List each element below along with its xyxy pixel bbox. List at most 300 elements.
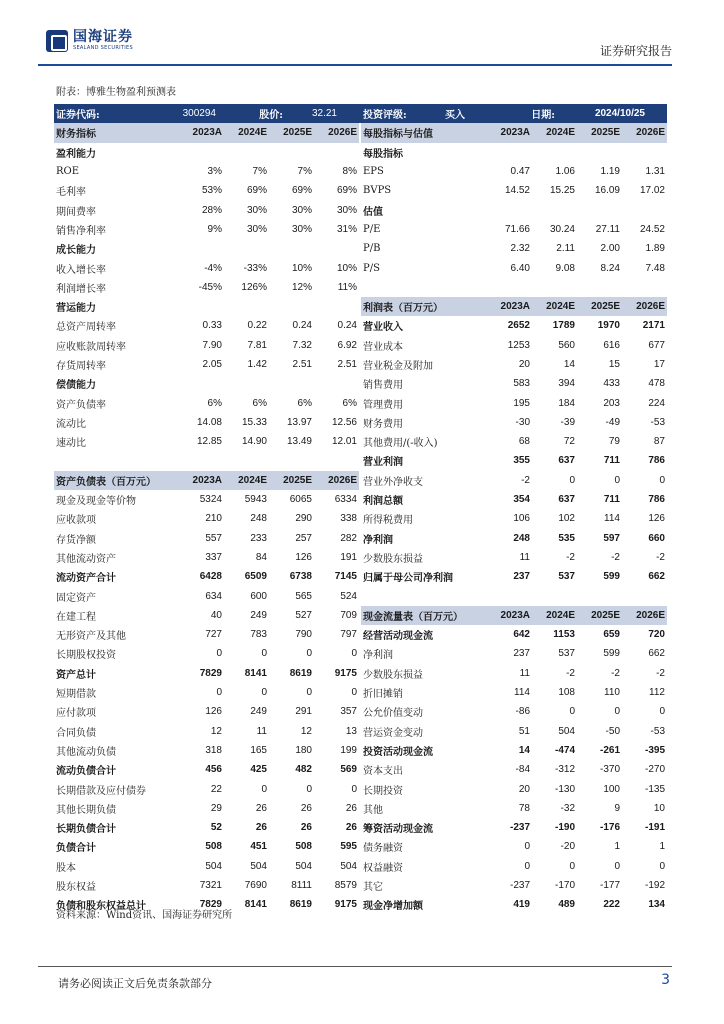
- row-value: -4%: [204, 262, 222, 274]
- row-value: 30%: [291, 204, 312, 216]
- row-value: 26: [300, 802, 312, 814]
- row-value: 2024E: [238, 474, 267, 486]
- row-value: -2: [521, 474, 530, 486]
- row-value: 5324: [199, 494, 222, 506]
- row-value: 257: [295, 532, 312, 544]
- row-value: 248: [250, 513, 267, 525]
- row-label: 投资活动现金流: [363, 746, 433, 758]
- price-label: 股价:: [259, 110, 283, 122]
- table-row: [54, 490, 667, 509]
- row-value: 8111: [291, 880, 312, 892]
- row-value: 30%: [336, 204, 357, 216]
- row-label: 债务融资: [363, 843, 403, 855]
- table-row-right: [361, 162, 667, 181]
- row-value: 337: [205, 551, 222, 563]
- row-value: 68: [518, 436, 530, 448]
- row-value: 290: [295, 513, 312, 525]
- row-value: 10: [653, 802, 665, 814]
- row-value: -176: [599, 822, 620, 834]
- row-label: 流动资产合计: [56, 573, 116, 585]
- row-value: 660: [648, 532, 665, 544]
- table-row: [54, 722, 667, 741]
- table-row-right: [361, 895, 667, 914]
- row-label: 现金流量表（百万元）: [363, 611, 463, 623]
- row-label: 筹资活动现金流: [363, 824, 433, 836]
- table-row-left: [54, 451, 360, 470]
- table-row-right: [361, 239, 667, 258]
- row-value: 478: [648, 378, 665, 390]
- row-value: 1970: [597, 320, 620, 332]
- table-row-right: [361, 760, 667, 779]
- row-label: 营运能力: [56, 303, 96, 315]
- row-label: 财务指标: [56, 129, 96, 141]
- row-value: 24.52: [639, 223, 665, 235]
- row-value: 78: [518, 802, 530, 814]
- table-row-left: [54, 297, 360, 316]
- row-value: 535: [558, 532, 575, 544]
- row-value: 637: [558, 494, 575, 506]
- row-value: 114: [604, 513, 620, 525]
- row-value: -135: [644, 783, 665, 795]
- row-value: 26: [300, 822, 312, 834]
- row-value: 790: [295, 629, 312, 641]
- table-row-left: [54, 857, 360, 876]
- row-label: 每股指标与估值: [363, 129, 433, 141]
- row-label: 净利润: [363, 650, 393, 662]
- row-value: -2: [656, 551, 665, 563]
- row-label: ROE: [56, 166, 80, 178]
- row-value: 0: [216, 648, 222, 660]
- row-value: 12: [300, 725, 312, 737]
- row-label: 经营活动现金流: [363, 631, 433, 643]
- row-value: 711: [603, 455, 620, 467]
- table-row: [54, 837, 667, 856]
- row-value: 1.31: [645, 166, 665, 178]
- row-value: 15.33: [241, 416, 267, 428]
- row-value: 720: [648, 629, 665, 641]
- row-value: -270: [644, 764, 665, 776]
- table-row-left: [54, 799, 360, 818]
- table-row: [54, 471, 667, 490]
- row-value: 203: [603, 397, 620, 409]
- table-row-left: [54, 143, 360, 162]
- row-value: 504: [558, 725, 575, 737]
- table-row-right: [361, 258, 667, 277]
- row-value: 184: [558, 397, 575, 409]
- row-label: 权益融资: [363, 862, 403, 874]
- table-row-right: [361, 683, 667, 702]
- row-value: -190: [554, 822, 575, 834]
- row-label: 利润总额: [363, 496, 403, 508]
- row-value: 2023A: [192, 127, 222, 139]
- row-value: 2.00: [600, 243, 620, 255]
- table-row-right: [361, 664, 667, 683]
- row-label: 营业利润: [363, 457, 403, 469]
- row-label: 股本: [56, 862, 76, 874]
- table-row-right: [361, 741, 667, 760]
- table-row-left: [54, 741, 360, 760]
- row-value: 20: [518, 783, 530, 795]
- row-value: 0: [614, 474, 620, 486]
- row-label: 营业税金及附加: [363, 361, 433, 372]
- table-row-left: [54, 818, 360, 837]
- row-value: 126%: [241, 281, 267, 293]
- row-value: 599: [603, 571, 620, 583]
- row-value: 17: [653, 359, 665, 370]
- report-type: 证券研究报告: [599, 44, 672, 58]
- row-label: BVPS: [363, 185, 392, 197]
- row-value: 504: [250, 860, 267, 872]
- row-value: -2: [566, 667, 575, 679]
- row-value: 2023A: [500, 609, 530, 621]
- row-value: 0: [216, 687, 222, 699]
- table-row-left: [54, 586, 360, 605]
- row-value: 508: [295, 841, 312, 853]
- row-value: 27.11: [595, 223, 620, 235]
- row-value: 15.25: [549, 185, 575, 197]
- row-value: 0: [306, 648, 312, 660]
- row-value: 9175: [334, 667, 357, 679]
- rating-value: 买入: [445, 110, 465, 122]
- row-value: 126: [648, 513, 665, 525]
- table-row: [54, 355, 667, 374]
- page-header: [38, 28, 672, 64]
- row-value: 2024E: [546, 127, 575, 139]
- row-value: 1.06: [555, 166, 575, 178]
- table-row-left: [54, 413, 360, 432]
- table-row: [54, 702, 667, 721]
- row-value: -170: [554, 880, 575, 892]
- row-value: 249: [250, 706, 267, 718]
- table-row-left: [54, 220, 360, 239]
- table-row-right: [361, 143, 667, 162]
- table-row-right: [361, 509, 667, 528]
- row-value: -237: [509, 822, 530, 834]
- table-row-right: [361, 181, 667, 200]
- row-value: -2: [566, 551, 575, 563]
- row-value: -53: [650, 416, 665, 428]
- table-row-left: [54, 760, 360, 779]
- row-value: 1.19: [600, 166, 620, 178]
- row-value: 616: [603, 339, 620, 351]
- row-value: 13.49: [286, 436, 312, 448]
- row-value: 2025E: [591, 127, 620, 139]
- row-value: -20: [560, 841, 575, 853]
- row-label: 其他长期负债: [56, 804, 116, 816]
- row-value: 338: [340, 513, 357, 525]
- row-value: 12: [210, 725, 222, 737]
- row-value: -312: [554, 764, 575, 776]
- row-value: 7%: [297, 166, 312, 178]
- row-value: 84: [255, 551, 267, 563]
- date-label: 日期:: [531, 110, 555, 122]
- row-value: 783: [250, 629, 267, 641]
- row-value: 233: [250, 532, 267, 544]
- row-value: 6.92: [337, 339, 357, 351]
- row-value: -84: [515, 764, 530, 776]
- row-value: 1: [659, 841, 665, 853]
- row-value: 642: [513, 629, 530, 641]
- row-value: -395: [644, 744, 665, 756]
- row-value: 222: [603, 899, 620, 911]
- row-value: 110: [604, 687, 620, 699]
- row-label: 资本支出: [363, 766, 403, 778]
- row-value: 6428: [199, 571, 222, 583]
- table-row-right: [361, 471, 667, 490]
- table-row-left: [54, 606, 360, 625]
- row-value: 282: [340, 532, 357, 544]
- table-row-left: [54, 355, 360, 374]
- row-value: 0.24: [292, 320, 312, 332]
- row-value: 52: [210, 822, 222, 834]
- row-label: 长期负债合计: [56, 824, 116, 836]
- row-value: -39: [560, 416, 575, 428]
- table-row-right: [361, 837, 667, 856]
- table-row-right: [361, 316, 667, 335]
- row-value: 677: [648, 339, 665, 351]
- row-label: 每股指标: [363, 148, 403, 160]
- table-row: [54, 451, 667, 470]
- row-value: -474: [554, 744, 575, 756]
- row-value: 199: [340, 744, 357, 756]
- row-value: 3%: [207, 166, 222, 178]
- table-row-right: [361, 374, 667, 393]
- table-row-right: [361, 644, 667, 663]
- row-label: 长期借款及应付债券: [56, 785, 146, 797]
- table-row-right: [361, 529, 667, 548]
- row-label: 成长能力: [56, 245, 96, 257]
- code-value: 300294: [182, 108, 216, 120]
- row-label: 公允价值变动: [363, 708, 423, 720]
- row-value: 2026E: [636, 127, 665, 139]
- row-value: 1.42: [247, 359, 267, 370]
- row-value: 14.52: [504, 185, 530, 197]
- row-value: 489: [558, 899, 575, 911]
- table-row-left: [54, 625, 360, 644]
- row-label: 无形资产及其他: [56, 631, 126, 643]
- table-row-left: [54, 336, 360, 355]
- row-value: -86: [515, 706, 530, 718]
- row-label: 资产负债率: [56, 399, 106, 411]
- table-row: [54, 606, 667, 625]
- row-value: 6.40: [510, 262, 530, 274]
- row-value: 14: [518, 744, 530, 756]
- row-value: 355: [513, 455, 530, 467]
- row-value: 2024E: [546, 609, 575, 621]
- row-value: 537: [558, 571, 575, 583]
- row-label: 所得税费用: [363, 515, 413, 527]
- row-value: 248: [513, 532, 530, 544]
- table-row: [54, 239, 667, 258]
- row-value: 31%: [336, 223, 357, 235]
- row-value: 9%: [207, 223, 222, 235]
- row-value: 0: [569, 706, 575, 718]
- row-value: 7321: [199, 880, 222, 892]
- row-value: 6738: [289, 571, 312, 583]
- row-value: 26: [345, 822, 357, 834]
- row-value: 456: [205, 764, 222, 776]
- row-value: 425: [250, 764, 267, 776]
- table-row: [54, 857, 667, 876]
- row-value: 6334: [334, 494, 357, 506]
- row-label: 管理费用: [363, 399, 403, 411]
- row-value: 0: [261, 783, 267, 795]
- table-row: [54, 143, 667, 162]
- row-value: 2.51: [292, 359, 312, 370]
- table-row-right: [361, 606, 667, 625]
- row-label: 其他流动负债: [56, 746, 116, 758]
- row-value: 102: [558, 513, 575, 525]
- table-row-right: [361, 413, 667, 432]
- table-row: [54, 200, 667, 219]
- row-value: 0: [659, 474, 665, 486]
- row-value: 69%: [246, 185, 267, 197]
- row-label: 现金及现金等价物: [56, 496, 136, 508]
- row-label: 利润增长率: [56, 283, 106, 295]
- row-value: 2.51: [337, 359, 357, 370]
- row-value: 2023A: [192, 474, 222, 486]
- row-value: 8579: [334, 880, 357, 892]
- row-value: 10%: [291, 262, 312, 274]
- table-row-left: [54, 664, 360, 683]
- row-label: 销售费用: [363, 380, 403, 392]
- table-row: [54, 297, 667, 316]
- row-value: 662: [648, 571, 665, 583]
- row-label: 销售净利率: [56, 225, 106, 237]
- row-value: -30: [515, 416, 530, 428]
- row-label: P/S: [363, 262, 380, 274]
- row-value: 2026E: [328, 127, 357, 139]
- row-value: 6%: [207, 397, 222, 409]
- table-row-right: [361, 799, 667, 818]
- row-value: 6509: [244, 571, 267, 583]
- row-value: 5943: [244, 494, 267, 506]
- row-value: 504: [295, 860, 312, 872]
- table-row-left: [54, 529, 360, 548]
- logo-text-en: SEALAND SECURITIES: [73, 45, 133, 51]
- table-row-left: [54, 200, 360, 219]
- row-value: 599: [603, 648, 620, 660]
- logo-icon: [46, 30, 68, 52]
- table-row: [54, 529, 667, 548]
- row-value: -2: [611, 667, 620, 679]
- row-value: 0: [351, 687, 357, 699]
- row-value: 14.90: [241, 436, 267, 448]
- row-value: 8619: [289, 667, 312, 679]
- table-row: [54, 625, 667, 644]
- row-label: 期间费率: [56, 206, 96, 218]
- table-row-left: [54, 258, 360, 277]
- row-label: 股东权益: [56, 882, 96, 894]
- row-value: 114: [514, 687, 530, 699]
- table-row: [54, 683, 667, 702]
- row-label: 速动比: [56, 438, 86, 450]
- row-value: 557: [205, 532, 222, 544]
- row-value: 72: [563, 436, 575, 448]
- row-value: 583: [513, 378, 530, 390]
- table-row: [54, 876, 667, 895]
- row-value: 17.02: [639, 185, 665, 197]
- table-row-left: [54, 432, 360, 451]
- row-value: 786: [648, 494, 665, 506]
- row-value: 0.24: [337, 320, 357, 332]
- row-label: 流动比: [56, 418, 86, 430]
- table-row-left: [54, 876, 360, 895]
- row-value: 637: [558, 455, 575, 467]
- row-value: -53: [650, 725, 665, 737]
- row-value: 560: [558, 339, 575, 351]
- row-value: 659: [603, 629, 620, 641]
- row-value: 13: [345, 725, 357, 737]
- table-row-right: [361, 278, 667, 297]
- table-row: [54, 548, 667, 567]
- row-value: 786: [648, 455, 665, 467]
- row-value: 0: [569, 860, 575, 872]
- table-row-right: [361, 432, 667, 451]
- row-value: 26: [255, 822, 267, 834]
- row-value: 600: [250, 590, 267, 602]
- row-value: 1253: [507, 339, 530, 351]
- table-row: [54, 162, 667, 181]
- row-label: 估值: [363, 206, 383, 218]
- row-value: 2026E: [328, 474, 357, 486]
- row-value: 634: [205, 590, 222, 602]
- row-label: 现金净增加额: [363, 901, 423, 913]
- row-value: 2171: [642, 320, 665, 332]
- price-value: 32.21: [311, 108, 337, 120]
- row-label: 应收账款周转率: [56, 341, 126, 353]
- code-label: 证券代码:: [56, 110, 100, 122]
- row-value: 11%: [337, 281, 357, 293]
- table-row: [54, 374, 667, 393]
- row-label: 应收款项: [56, 515, 96, 527]
- row-value: 2026E: [636, 609, 665, 621]
- row-value: 2026E: [636, 301, 665, 313]
- row-label: 负债合计: [56, 843, 96, 855]
- row-value: 15: [608, 359, 620, 370]
- row-label: 营业外净收支: [363, 476, 423, 488]
- row-value: 709: [340, 609, 357, 621]
- table-row: [54, 278, 667, 297]
- table-row-left: [54, 548, 360, 567]
- table-row-left: [54, 509, 360, 528]
- row-value: 9: [614, 802, 620, 814]
- row-value: -2: [656, 667, 665, 679]
- row-value: 1789: [552, 320, 575, 332]
- row-value: 22: [210, 783, 222, 795]
- row-label: 其它: [363, 882, 383, 894]
- table-row-left: [54, 239, 360, 258]
- row-value: -32: [560, 802, 575, 814]
- table-row: [54, 336, 667, 355]
- table-row: [54, 181, 667, 200]
- row-value: 524: [340, 590, 357, 602]
- row-value: 504: [340, 860, 357, 872]
- table-row-right: [361, 567, 667, 586]
- table-row-right: [361, 779, 667, 798]
- row-value: 165: [250, 744, 267, 756]
- table-row-left: [54, 490, 360, 509]
- row-value: 0.47: [510, 166, 530, 178]
- row-value: 100: [603, 783, 620, 795]
- table-row: [54, 413, 667, 432]
- row-label: 长期投资: [363, 785, 403, 797]
- row-value: 565: [295, 590, 312, 602]
- row-value: 1: [614, 841, 620, 853]
- row-value: 108: [558, 687, 575, 699]
- row-value: 0: [261, 648, 267, 660]
- table-row-right: [361, 393, 667, 412]
